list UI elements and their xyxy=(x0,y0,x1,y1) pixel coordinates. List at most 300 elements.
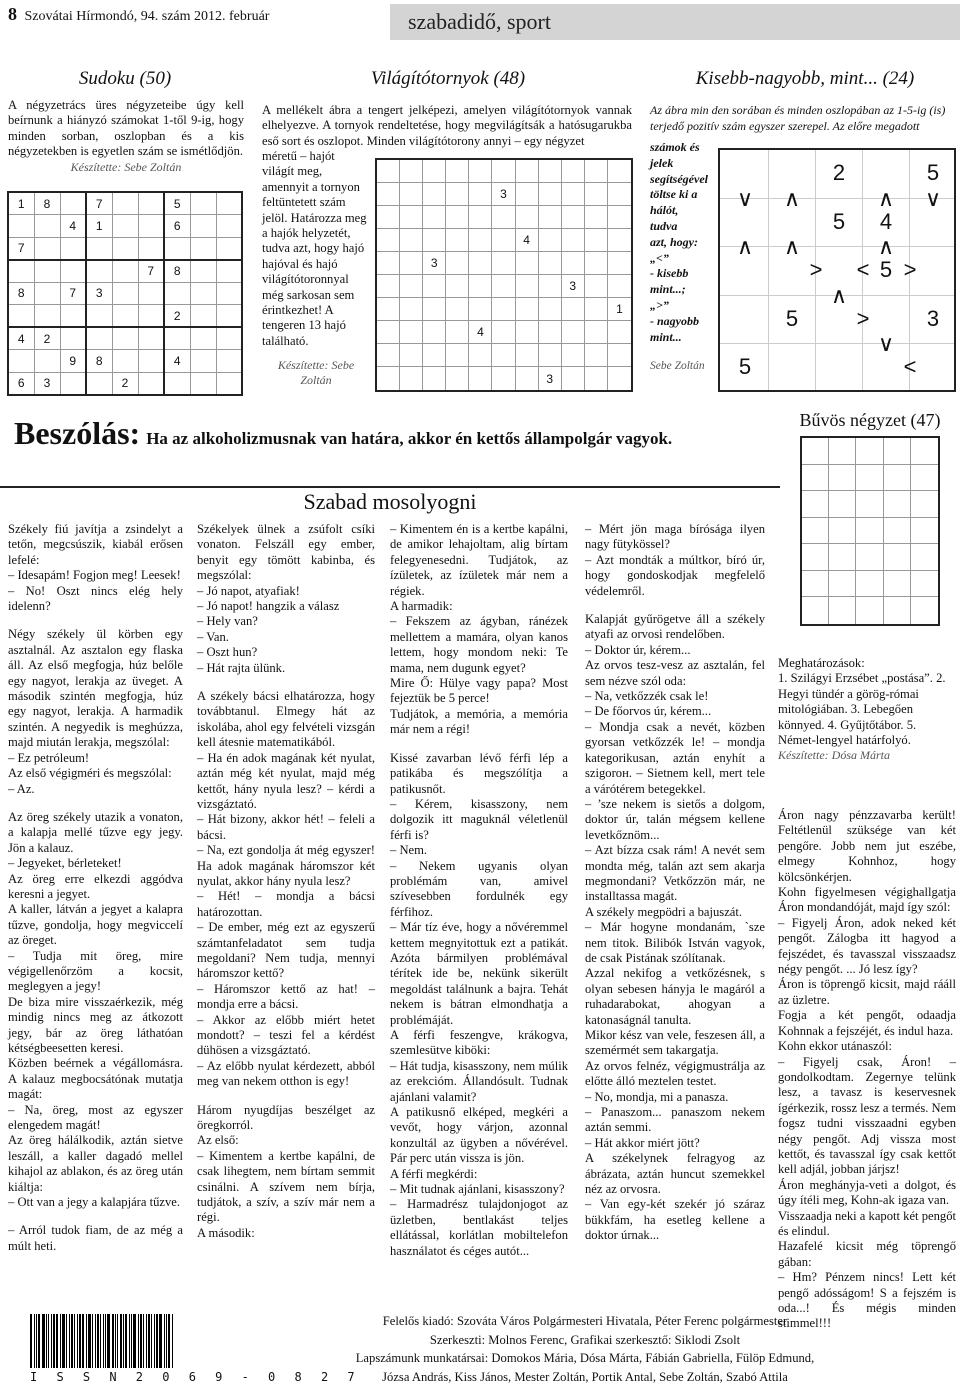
sudoku-title: Sudoku (50) xyxy=(78,68,172,89)
sea-cell[interactable] xyxy=(562,229,585,252)
sudoku-cell[interactable] xyxy=(164,327,190,350)
sudoku-cell[interactable] xyxy=(112,305,138,328)
sudoku-cell[interactable] xyxy=(112,327,138,350)
sea-cell[interactable] xyxy=(585,367,608,390)
inequality-sign: ∧ xyxy=(877,185,895,211)
joke-paragraph: Kohn ekkor utánaszól: xyxy=(778,1039,893,1054)
beszolas-label: Beszólás: xyxy=(14,415,141,451)
magic-square-cell[interactable] xyxy=(802,465,829,492)
joke-paragraph: Kalapját gyűrögetve áll a székely atyafi az orvosi rendelőben. xyxy=(585,612,765,642)
sudoku-cell[interactable] xyxy=(138,305,164,328)
sea-cell[interactable] xyxy=(446,160,469,183)
magic-square-cell[interactable] xyxy=(856,518,883,545)
sudoku-cell[interactable]: 7 xyxy=(86,192,112,215)
lighthouse-credit: Készítette: Sebe Zoltán xyxy=(277,358,355,387)
sea-cell[interactable] xyxy=(469,206,492,229)
sudoku-cell[interactable] xyxy=(112,282,138,305)
joke-paragraph: – Ha én adok magának két nyulat, aztán még két nyulat, majd még kettőt, hány nyula lesz? – kérdi a vizsgáztató. xyxy=(197,750,375,811)
magic-square-cell[interactable] xyxy=(802,544,829,571)
sea-cell[interactable] xyxy=(446,183,469,206)
sea-cell[interactable] xyxy=(585,298,608,321)
sea-cell[interactable] xyxy=(585,229,608,252)
sea-cell[interactable] xyxy=(446,229,469,252)
sea-cell[interactable] xyxy=(400,160,423,183)
sea-cell[interactable] xyxy=(377,252,400,275)
sudoku-cell[interactable] xyxy=(190,305,216,328)
sudoku-cell[interactable]: 1 xyxy=(86,215,112,238)
sea-cell[interactable] xyxy=(446,206,469,229)
sea-cell[interactable] xyxy=(423,160,446,183)
sudoku-cell[interactable] xyxy=(164,282,190,305)
magic-square-cell[interactable] xyxy=(856,571,883,598)
sea-cell[interactable] xyxy=(446,275,469,298)
sea-cell[interactable] xyxy=(469,229,492,252)
sea-cell[interactable] xyxy=(469,275,492,298)
sudoku-cell[interactable] xyxy=(112,260,138,283)
sea-cell[interactable] xyxy=(400,321,423,344)
sea-cell[interactable] xyxy=(539,183,562,206)
issn-barcode xyxy=(30,1314,361,1388)
sea-cell[interactable] xyxy=(539,344,562,367)
sudoku-cell[interactable]: 6 xyxy=(8,372,34,395)
magic-square-cell[interactable] xyxy=(802,491,829,518)
magic-square-cell[interactable] xyxy=(911,438,938,465)
sudoku-cell[interactable] xyxy=(216,282,242,305)
sudoku-cell[interactable] xyxy=(216,215,242,238)
inequality-sign: < xyxy=(856,257,870,282)
sudoku-cell[interactable]: 8 xyxy=(86,350,112,373)
sudoku-cell[interactable]: 4 xyxy=(164,350,190,373)
sea-cell[interactable] xyxy=(400,183,423,206)
magic-square-cell[interactable] xyxy=(911,465,938,492)
sudoku-cell[interactable] xyxy=(8,260,34,283)
magic-square-cell[interactable] xyxy=(884,438,911,465)
lighthouse-clue[interactable]: 1 xyxy=(608,298,631,321)
joke-paragraph: – ’sze nekem is sietős a dolgom, doktor úr, talán mégsem kellene levetkőznöm... xyxy=(585,796,765,842)
sea-cell[interactable] xyxy=(377,344,400,367)
sea-cell[interactable] xyxy=(492,367,515,390)
sea-cell[interactable] xyxy=(446,298,469,321)
sea-cell[interactable] xyxy=(516,298,539,321)
sea-cell[interactable] xyxy=(377,183,400,206)
jokes-column-5 xyxy=(778,808,956,1332)
sea-cell[interactable] xyxy=(469,160,492,183)
sea-cell[interactable] xyxy=(516,275,539,298)
sea-cell[interactable] xyxy=(400,344,423,367)
magic-square-cell[interactable] xyxy=(829,597,856,624)
lighthouse-clue[interactable]: 4 xyxy=(469,321,492,344)
magic-square-cell[interactable] xyxy=(911,491,938,518)
magic-square-cell[interactable] xyxy=(911,571,938,598)
joke-paragraph: – De ember, még ezt az egyszerű számtanfeladatot sem tudja megoldani? Nem tudja, mennyi háromszor kettő? xyxy=(197,920,375,981)
sudoku-cell[interactable] xyxy=(164,372,190,395)
sea-cell[interactable] xyxy=(377,367,400,390)
sudoku-cell[interactable]: 7 xyxy=(138,260,164,283)
sea-cell[interactable] xyxy=(585,344,608,367)
joke-paragraph: Fogja a két pengőt, odaadja Kohnnak a fejszéjét, és indul haza. xyxy=(778,1008,956,1038)
sea-cell[interactable] xyxy=(492,275,515,298)
sea-cell[interactable] xyxy=(377,229,400,252)
sudoku-cell[interactable] xyxy=(190,372,216,395)
sudoku-cell[interactable]: 2 xyxy=(164,305,190,328)
joke-paragraph: – Jó napot! hangzik a válasz xyxy=(197,599,340,614)
sudoku-cell[interactable]: 8 xyxy=(8,282,34,305)
sudoku-cell[interactable]: 7 xyxy=(60,282,86,305)
barcode-bar xyxy=(66,1314,67,1368)
futoshiki-number[interactable]: 5 xyxy=(879,257,893,282)
sea-cell[interactable] xyxy=(492,206,515,229)
sudoku-cell[interactable] xyxy=(34,305,60,328)
sudoku-cell[interactable]: 2 xyxy=(112,372,138,395)
sea-cell[interactable] xyxy=(516,252,539,275)
sudoku-cell[interactable] xyxy=(60,372,86,395)
inequality-sign: > xyxy=(809,257,823,282)
joke-paragraph: – Na, ezt gondolja át még egyszer! Ha adok magának háromszor két nyulat, akkor hány nyula lesz? xyxy=(197,843,375,888)
magic-square-cell[interactable] xyxy=(884,544,911,571)
joke-paragraph: – Hát tudja, kisasszony, nem múlik az erekcióm. Állandósult. Tudnak ajánlani valamit? xyxy=(390,1058,568,1104)
sea-cell[interactable] xyxy=(400,298,423,321)
magic-square-cell[interactable] xyxy=(829,518,856,545)
joke-paragraph: Székelyek ülnek a zsúfolt csíki vonaton. Felszáll egy ember, benyit egy tömött kabinba, és megszólal: xyxy=(197,522,375,583)
magic-square-cell[interactable] xyxy=(884,491,911,518)
magic-square-cell[interactable] xyxy=(856,438,883,465)
sudoku-cell[interactable] xyxy=(138,350,164,373)
sudoku-cell[interactable] xyxy=(60,260,86,283)
sudoku-cell[interactable] xyxy=(112,192,138,215)
magic-square-cell[interactable] xyxy=(829,438,856,465)
sea-cell[interactable] xyxy=(585,183,608,206)
sea-cell[interactable] xyxy=(562,160,585,183)
sea-cell[interactable] xyxy=(608,183,631,206)
sudoku-cell[interactable] xyxy=(8,305,34,328)
sea-cell[interactable] xyxy=(562,183,585,206)
joke-paragraph: Mire Ő: Hülye vagy papa? Most fejeztük be 5 perce! xyxy=(390,676,568,706)
sea-cell[interactable] xyxy=(539,160,562,183)
sea-cell[interactable] xyxy=(377,160,400,183)
sea-cell[interactable] xyxy=(562,206,585,229)
sudoku-cell[interactable]: 5 xyxy=(164,192,190,215)
sudoku-cell[interactable] xyxy=(34,215,60,238)
sea-cell[interactable] xyxy=(377,206,400,229)
barcode-bar xyxy=(53,1314,55,1368)
sea-cell[interactable] xyxy=(539,298,562,321)
sea-cell[interactable] xyxy=(423,321,446,344)
sudoku-cell[interactable] xyxy=(216,192,242,215)
sudoku-cell[interactable] xyxy=(86,372,112,395)
futoshiki-number[interactable]: 4 xyxy=(879,208,893,234)
magic-square-cell[interactable] xyxy=(856,544,883,571)
sea-cell[interactable] xyxy=(492,252,515,275)
sudoku-cell[interactable] xyxy=(60,305,86,328)
sudoku-cell[interactable] xyxy=(34,350,60,373)
sudoku-cell[interactable] xyxy=(216,260,242,283)
magic-square-cell[interactable] xyxy=(856,465,883,492)
barcode-bar xyxy=(100,1314,101,1368)
sudoku-cell[interactable]: 3 xyxy=(86,282,112,305)
sudoku-cell[interactable]: 8 xyxy=(164,260,190,283)
imprint-staff-2: Józsa András, Kiss János, Mester Zoltán, Portik Antal, Sebe Zoltán, Szabó Attila xyxy=(382,1369,788,1384)
joke-paragraph: – Az. xyxy=(8,781,35,796)
sea-cell[interactable] xyxy=(585,206,608,229)
magic-square-cell[interactable] xyxy=(911,597,938,624)
sudoku-cell[interactable] xyxy=(112,215,138,238)
barcode-bar xyxy=(77,1314,78,1368)
magic-square-cell[interactable] xyxy=(884,597,911,624)
sea-cell[interactable] xyxy=(539,252,562,275)
imprint-publisher: Felelős kiadó: Szováta Város Polgármesteri Hivatala, Péter Ferenc polgármester xyxy=(382,1314,788,1328)
sudoku-cell[interactable] xyxy=(8,350,34,373)
sudoku-cell[interactable] xyxy=(112,237,138,260)
sea-cell[interactable] xyxy=(562,298,585,321)
sudoku-cell[interactable] xyxy=(138,237,164,260)
sudoku-cell[interactable] xyxy=(34,282,60,305)
sudoku-cell[interactable]: 8 xyxy=(34,192,60,215)
sea-cell[interactable] xyxy=(400,367,423,390)
barcode-bar xyxy=(131,1314,132,1368)
sea-cell[interactable] xyxy=(585,275,608,298)
sea-cell[interactable] xyxy=(516,160,539,183)
joke-paragraph: – Tudja mit öreg, mire végigellenőrzöm a kocsit, meglegyen a jegy! xyxy=(8,948,183,994)
sudoku-cell[interactable] xyxy=(8,215,34,238)
sudoku-cell[interactable] xyxy=(112,350,138,373)
sea-cell[interactable] xyxy=(585,321,608,344)
sea-cell[interactable] xyxy=(516,183,539,206)
sudoku-cell[interactable]: 6 xyxy=(164,215,190,238)
sea-cell[interactable] xyxy=(469,344,492,367)
magic-square-cell[interactable] xyxy=(802,518,829,545)
sea-cell[interactable] xyxy=(608,275,631,298)
magic-square-credit: Készítette: Dósa Márta xyxy=(778,748,890,763)
barcode-bar xyxy=(129,1314,130,1368)
magic-square-cell[interactable] xyxy=(802,597,829,624)
sea-cell[interactable] xyxy=(608,321,631,344)
sea-cell[interactable] xyxy=(585,252,608,275)
sudoku-cell[interactable] xyxy=(138,327,164,350)
sudoku-cell[interactable] xyxy=(34,260,60,283)
sea-cell[interactable] xyxy=(562,344,585,367)
joke-paragraph: Kohn figyelmesen végighallgatja Áron mondandóját, majd így szól: xyxy=(778,885,956,915)
sudoku-cell[interactable] xyxy=(190,192,216,215)
sudoku-cell[interactable] xyxy=(216,372,242,395)
magic-square-cell[interactable] xyxy=(802,438,829,465)
sudoku-cell[interactable] xyxy=(190,350,216,373)
futoshiki-number[interactable]: 3 xyxy=(926,305,940,331)
sea-cell[interactable] xyxy=(446,367,469,390)
sea-cell[interactable] xyxy=(423,298,446,321)
sea-cell[interactable] xyxy=(516,344,539,367)
inequality-sign: ∧ xyxy=(877,234,895,259)
futoshiki-number[interactable]: 5 xyxy=(785,305,799,331)
inequality-sign: ∨ xyxy=(924,185,942,211)
sea-cell[interactable] xyxy=(492,298,515,321)
magic-square-cell[interactable] xyxy=(856,491,883,518)
joke-paragraph: – Már tíz éve, hogy a nővéremmel kettem megnyitottuk ezt a patikát. Azóta bármilyen problémával térítek ide be, nekünk sikerült megoldást találnunk a bajra. Tehát nekem is bátran elmondhatja a problémáját. xyxy=(390,920,568,1027)
barcode-bar xyxy=(74,1314,75,1368)
joke-paragraph: – Az előbb nyulat kérdezett, abból meg van nekem otthon is egy! xyxy=(197,1058,375,1089)
magic-square-cell[interactable] xyxy=(829,544,856,571)
sudoku-cell[interactable]: 4 xyxy=(8,327,34,350)
magic-square-cell[interactable] xyxy=(911,518,938,545)
sea-cell[interactable] xyxy=(423,206,446,229)
beszolas-quote xyxy=(14,415,672,452)
futoshiki-number[interactable]: 5 xyxy=(738,354,752,379)
sea-cell[interactable] xyxy=(423,275,446,298)
futoshiki-number[interactable]: 2 xyxy=(832,160,846,185)
joke-paragraph: – Ott van a jegy a kalapjára tűzve. xyxy=(8,1195,181,1210)
sudoku-cell[interactable] xyxy=(190,215,216,238)
magic-square-cell[interactable] xyxy=(856,597,883,624)
lighthouse-clue[interactable]: 3 xyxy=(562,275,585,298)
joke-paragraph: Azzal nekifog a vetkőzésnek, s olyan sebesen hányja le magáról a ruhadarabokat, ahogyan a katonaságnál tanulta. xyxy=(585,966,765,1027)
futoshiki-side-line: töltse ki a xyxy=(650,187,698,202)
sudoku-cell[interactable] xyxy=(86,305,112,328)
sudoku-cell[interactable] xyxy=(190,237,216,260)
jokes-column-1 xyxy=(8,522,183,1254)
sea-cell[interactable] xyxy=(608,206,631,229)
sudoku-cell[interactable] xyxy=(138,282,164,305)
sudoku-cell[interactable] xyxy=(60,192,86,215)
sudoku-cell[interactable] xyxy=(34,237,60,260)
sudoku-cell[interactable] xyxy=(190,260,216,283)
sea-cell[interactable] xyxy=(608,367,631,390)
sea-cell[interactable] xyxy=(492,344,515,367)
joke-paragraph: Az öreg erre elkezdi aggódva keresni a jegyet. xyxy=(8,871,183,901)
magic-square-cell[interactable] xyxy=(884,465,911,492)
sea-cell[interactable] xyxy=(492,160,515,183)
sea-cell[interactable] xyxy=(446,252,469,275)
sea-cell[interactable] xyxy=(469,252,492,275)
sudoku-cell[interactable] xyxy=(164,237,190,260)
barcode-bar xyxy=(168,1314,170,1368)
sea-cell[interactable] xyxy=(400,206,423,229)
magic-square-cell[interactable] xyxy=(884,518,911,545)
sea-cell[interactable] xyxy=(400,229,423,252)
sudoku-cell[interactable] xyxy=(86,260,112,283)
sea-cell[interactable] xyxy=(539,275,562,298)
sea-cell[interactable] xyxy=(608,252,631,275)
sudoku-cell[interactable] xyxy=(86,237,112,260)
sudoku-cell[interactable]: 3 xyxy=(34,372,60,395)
magic-square-cell[interactable] xyxy=(829,571,856,598)
barcode-bar xyxy=(34,1314,35,1368)
lighthouse-clue[interactable]: 3 xyxy=(539,367,562,390)
joke-paragraph: – Figyelj csak, Áron! – gondolkodtam. Zegernye telünk lesz, a tavasz is keservesnek ígérkezik, rossz lesz a termés. Nem fogsz tudni visszaadni egyben négy pengőt. Adj vissza most kettőt, és tavasszal így csak kettőt kell adjál, jobban járjsz! xyxy=(778,1054,956,1177)
lighthouse-text-side: méretű – hajót világít meg, amennyit a tornyon feltüntetett szám jelöl. Határozza meg a hajók helyzetét, tudva azt, hogy hajó hajóval és hajó világítótoronnyal még sarkosan sem érintkezhet! A tengeren 13 hajó található. xyxy=(262,149,367,348)
futoshiki-number[interactable]: 5 xyxy=(832,208,846,234)
sea-cell[interactable] xyxy=(492,229,515,252)
futoshiki-side-line: mint... xyxy=(650,329,682,344)
sea-cell[interactable] xyxy=(377,298,400,321)
sea-cell[interactable] xyxy=(516,321,539,344)
sudoku-cell[interactable] xyxy=(86,327,112,350)
sea-cell[interactable] xyxy=(608,160,631,183)
sea-cell[interactable] xyxy=(469,183,492,206)
imprint-editors: Szerkeszti: Molnos Ferenc, Grafikai szerkesztő: Siklodi Zsolt xyxy=(429,1332,741,1347)
magic-square-cell[interactable] xyxy=(884,571,911,598)
magic-square-cell[interactable] xyxy=(911,544,938,571)
magic-square-cell[interactable] xyxy=(802,571,829,598)
sea-cell[interactable] xyxy=(539,321,562,344)
sea-cell[interactable] xyxy=(469,367,492,390)
jokes-column-2 xyxy=(197,522,375,1241)
sea-cell[interactable] xyxy=(446,321,469,344)
sea-cell[interactable] xyxy=(423,183,446,206)
sudoku-cell[interactable]: 4 xyxy=(60,215,86,238)
futoshiki-number[interactable]: 5 xyxy=(926,160,940,185)
sea-cell[interactable] xyxy=(377,321,400,344)
sea-cell[interactable] xyxy=(469,298,492,321)
sea-cell[interactable] xyxy=(423,367,446,390)
joke-paragraph: – Ez petróleum! xyxy=(8,750,90,765)
lighthouse-clue[interactable]: 3 xyxy=(423,252,446,275)
magic-square-cell[interactable] xyxy=(829,465,856,492)
sudoku-cell[interactable] xyxy=(216,237,242,260)
sea-cell[interactable] xyxy=(400,252,423,275)
sea-cell[interactable] xyxy=(516,206,539,229)
sea-cell[interactable] xyxy=(423,229,446,252)
sudoku-cell[interactable]: 1 xyxy=(8,192,34,215)
sudoku-cell[interactable] xyxy=(216,350,242,373)
sudoku-cell[interactable] xyxy=(138,215,164,238)
sudoku-cell[interactable]: 9 xyxy=(60,350,86,373)
joke-paragraph: Tudjátok, a memória, a memória már nem a régi! xyxy=(390,706,568,737)
sudoku-cell[interactable] xyxy=(138,372,164,395)
barcode-bar xyxy=(95,1314,96,1368)
barcode-bar xyxy=(69,1314,70,1368)
sudoku-cell[interactable]: 7 xyxy=(8,237,34,260)
futoshiki-side-line: „<” xyxy=(650,250,669,265)
magic-square-cell[interactable] xyxy=(829,491,856,518)
sea-cell[interactable] xyxy=(608,344,631,367)
sea-cell[interactable] xyxy=(516,367,539,390)
barcode-bar xyxy=(146,1314,147,1368)
sudoku-cell[interactable] xyxy=(60,327,86,350)
sudoku-cell[interactable] xyxy=(138,192,164,215)
joke-paragraph: – Panaszom... panaszom nekem aztán semmi. xyxy=(585,1105,765,1135)
joke-paragraph: – Azt bízza csak rám! A nevét sem mondta még, talán azt sem akarja megmondani? Vetkőzzön már, ne installtassa magát. xyxy=(585,843,765,904)
sea-cell[interactable] xyxy=(562,252,585,275)
joke-paragraph: A harmadik: xyxy=(390,599,453,614)
sea-cell[interactable] xyxy=(539,206,562,229)
sea-cell[interactable] xyxy=(400,275,423,298)
joke-paragraph: – Arról tudok fiam, de az még a múlt heti. xyxy=(8,1223,183,1253)
sea-cell[interactable] xyxy=(562,367,585,390)
sudoku-cell[interactable] xyxy=(190,282,216,305)
sudoku-cell[interactable] xyxy=(216,305,242,328)
joke-paragraph: – Oszt hun? xyxy=(197,645,258,660)
barcode-bar xyxy=(133,1314,136,1368)
sea-cell[interactable] xyxy=(446,344,469,367)
joke-paragraph: – Van egy-két szekér jó száraz bükkfám, ha esetleg kellene a doktor úrnak... xyxy=(585,1197,765,1243)
sea-cell[interactable] xyxy=(423,344,446,367)
sea-cell[interactable] xyxy=(377,275,400,298)
lighthouse-grid xyxy=(375,158,633,392)
sudoku-cell[interactable]: 2 xyxy=(34,327,60,350)
sea-cell[interactable] xyxy=(562,321,585,344)
sea-cell[interactable] xyxy=(585,160,608,183)
sea-cell[interactable] xyxy=(539,229,562,252)
joke-paragraph: Áron meghányja-veti a dolgot, és úgy ítéli meg, Kohn-ak igaza van. xyxy=(778,1177,956,1208)
sea-cell[interactable] xyxy=(492,321,515,344)
sudoku-cell[interactable] xyxy=(190,327,216,350)
lighthouse-clue[interactable]: 3 xyxy=(492,183,515,206)
lighthouse-clue[interactable]: 4 xyxy=(516,229,539,252)
sudoku-cell[interactable] xyxy=(60,237,86,260)
sudoku-cell[interactable] xyxy=(216,327,242,350)
joke-paragraph: Az első végigméri és megszólal: xyxy=(8,766,172,781)
barcode-bar xyxy=(103,1314,104,1368)
sea-cell[interactable] xyxy=(608,229,631,252)
